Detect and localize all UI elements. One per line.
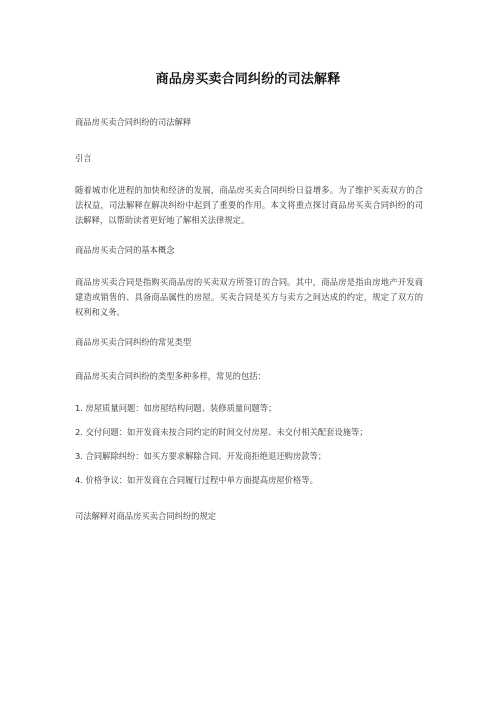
list-item: 3. 合同解除纠纷：如买方要求解除合同、开发商拒绝退还购房款等；	[75, 451, 327, 461]
section-body-types: 商品房买卖合同纠纷的类型多种多样，常见的包括：	[75, 371, 266, 381]
section-heading-intro: 引言	[75, 153, 92, 163]
list-item: 4. 价格争议：如开发商在合同履行过程中单方面提高房屋价格等。	[75, 475, 318, 485]
list-item: 2. 交付问题：如开发商未按合同约定的时间交付房屋、未交付相关配套设施等；	[75, 427, 368, 437]
section-heading-types: 商品房买卖合同纠纷的常见类型	[75, 337, 192, 347]
section-heading-concept: 商品房买卖合同的基本概念	[75, 245, 175, 255]
document-subtitle: 商品房买卖合同纠纷的司法解释	[75, 117, 192, 127]
section-heading-judicial: 司法解释对商品房买卖合同纠纷的规定	[75, 511, 217, 521]
section-body-concept: 商品房买卖合同是指购买商品房的买卖双方所签订的合同。其中，商品房是指由房地产开发商建造或销售的、具备商品属性的房屋。买卖合同是买方与卖方之间达成的约定，规定了双方的权利和义务。	[75, 277, 423, 317]
list-item: 1. 房屋质量问题：如房屋结构问题、装修质量问题等；	[75, 403, 277, 413]
document-title: 商品房买卖合同纠纷的司法解释	[155, 72, 341, 87]
section-body-intro: 随着城市化进程的加快和经济的发展，商品房买卖合同纠纷日益增多。为了维护买卖双方的合法权益，司法解释在解决纠纷中起到了重要的作用。本文将重点探讨商品房买卖合同纠纷的司法解释，以帮助读者更好地了解相关法律规定。	[75, 185, 423, 225]
